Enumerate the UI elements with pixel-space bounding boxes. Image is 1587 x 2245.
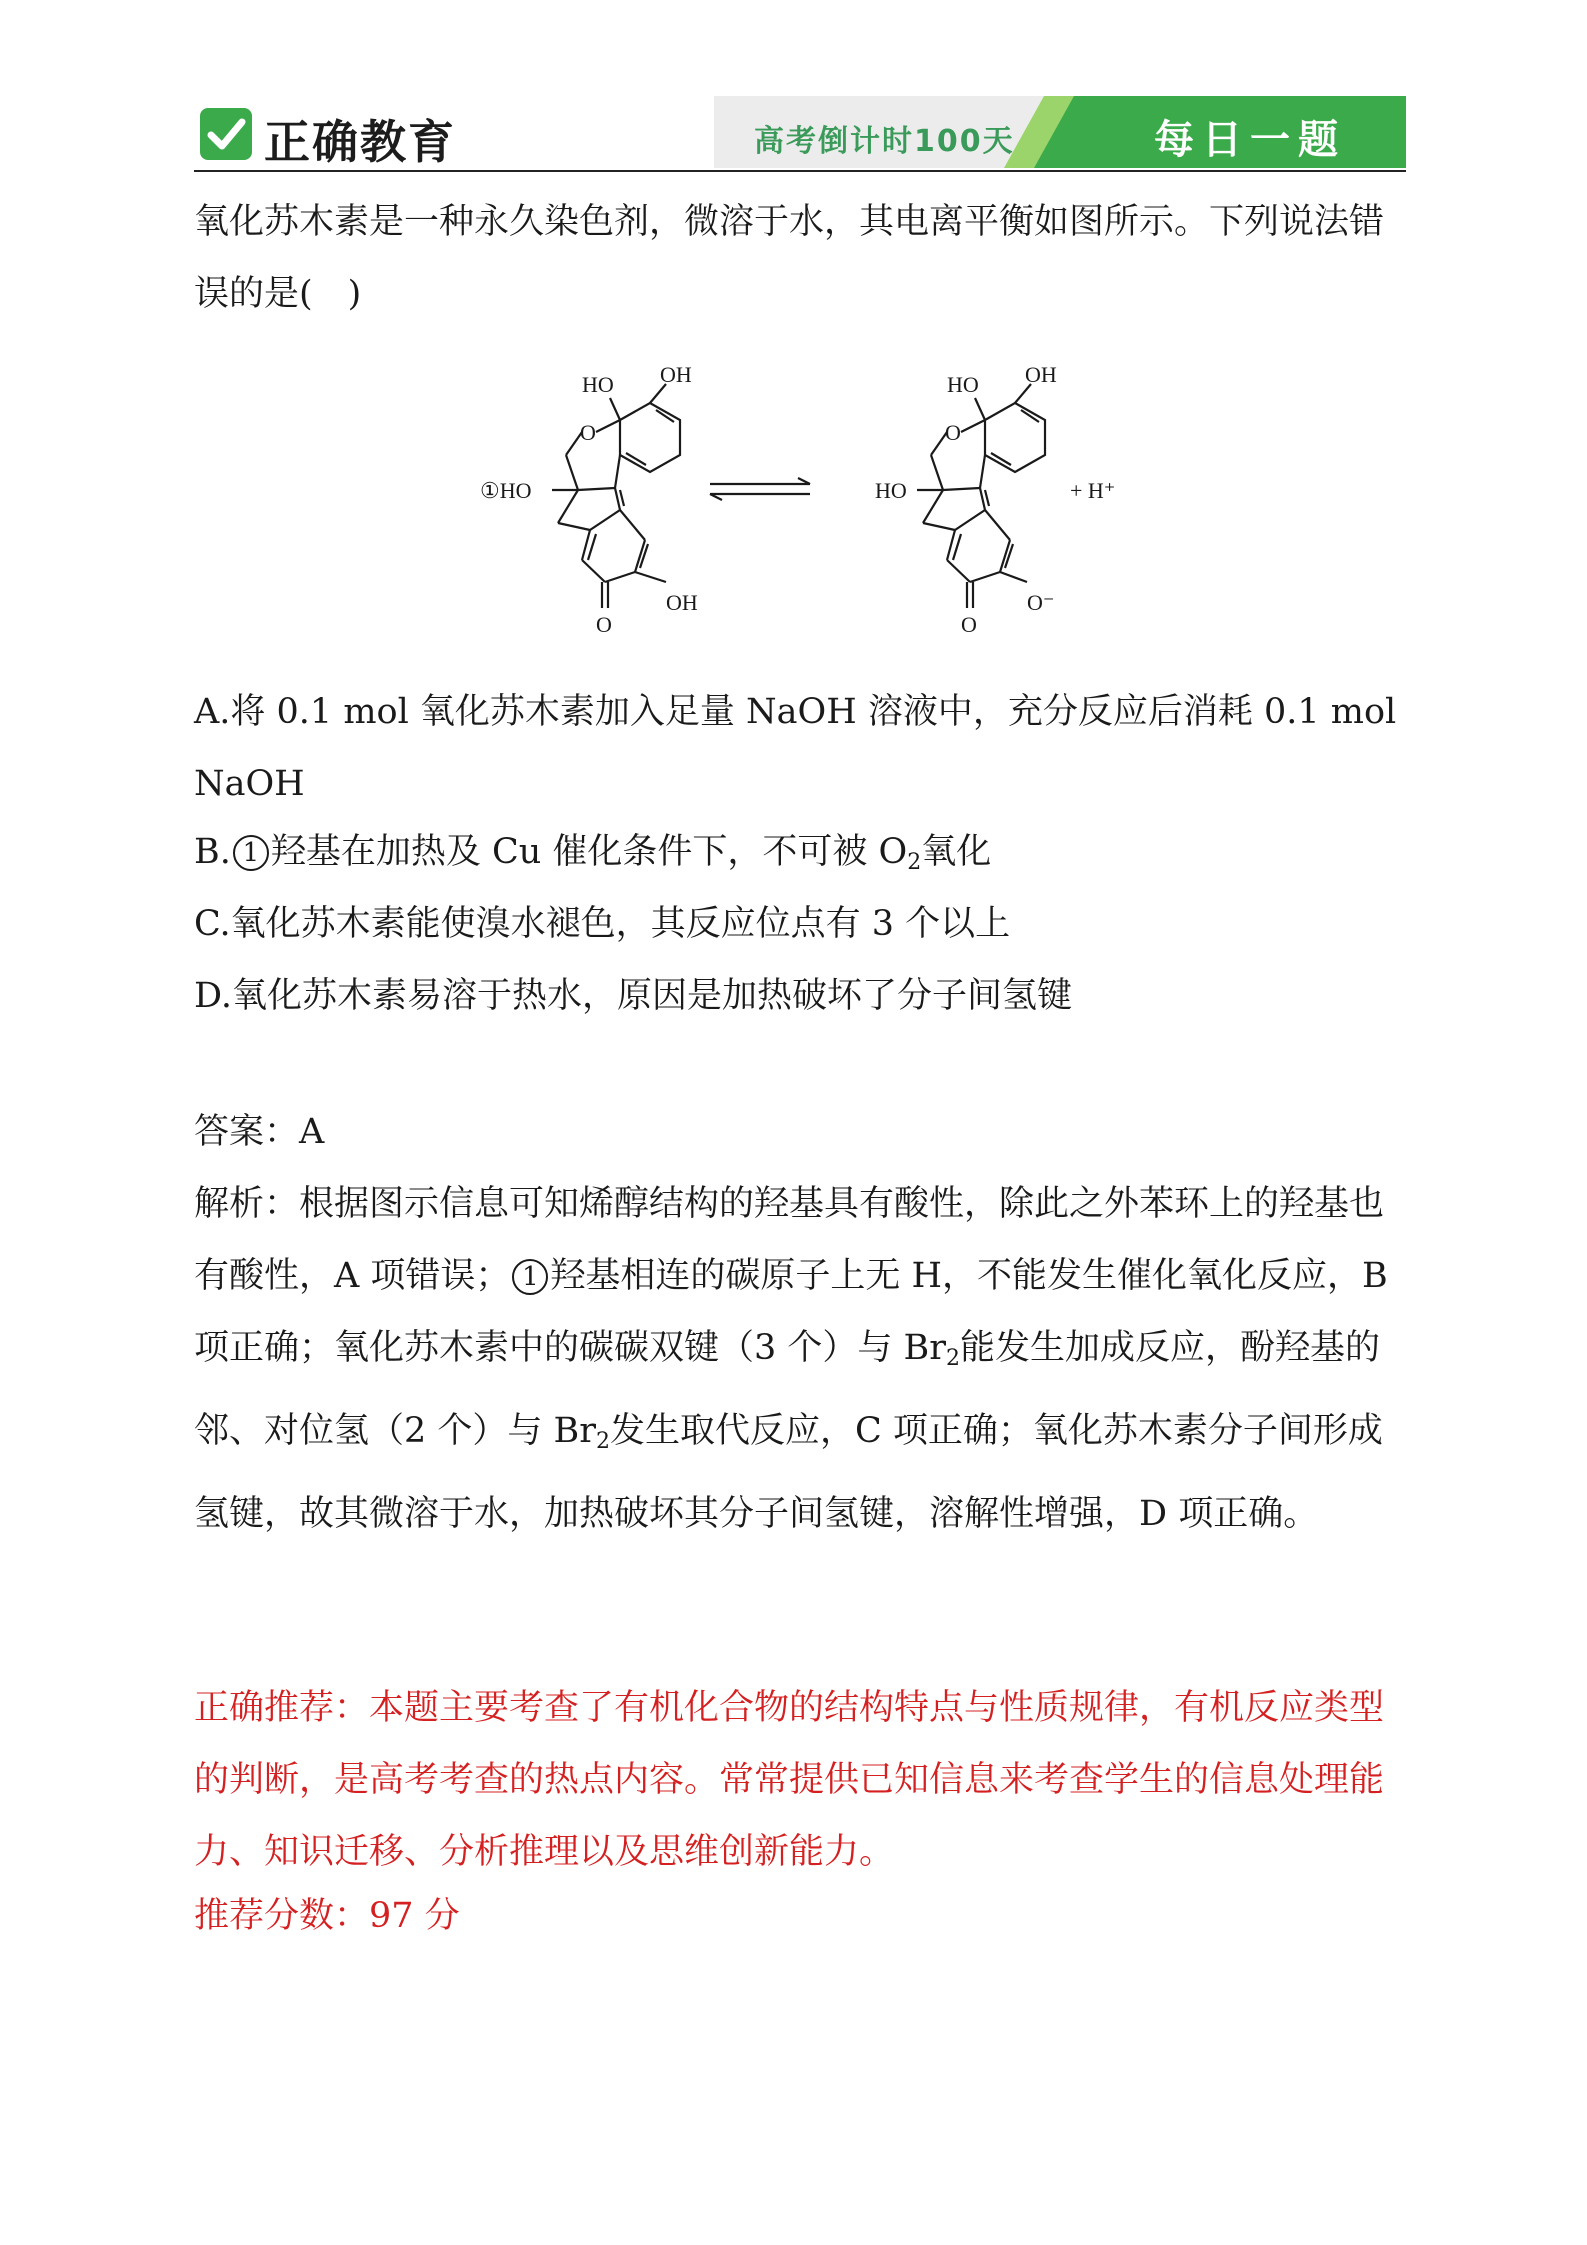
recommendation-score: 推荐分数：97 分	[194, 1896, 460, 1936]
header-divider	[194, 170, 1406, 172]
ionization-equilibrium-diagram	[470, 360, 1130, 660]
daily-question-label: 每日一题	[1154, 117, 1346, 163]
right-molecule-structure	[875, 362, 1057, 637]
proton-product-label: + H⁺	[1070, 478, 1116, 503]
analysis-paragraph	[194, 1168, 1406, 1550]
left-ketone-o-label: O	[596, 612, 612, 637]
right-o-minus-label: O⁻	[1027, 590, 1055, 615]
question-stem: 氧化苏木素是一种永久染色剂，微溶于水，其电离平衡如图所示。下列说法错误的是( )	[194, 202, 1385, 314]
right-ho-left-label: HO	[875, 478, 907, 503]
option-b-prefix: B.	[194, 832, 231, 872]
analysis-part-1: 解析：根据图示信息可知烯醇结构的羟基具有酸性，除此之外苯环上的羟基也有酸性，A 项错误；	[194, 1184, 1385, 1296]
circled-marker-1: 1	[233, 835, 269, 871]
option-b	[194, 816, 1406, 899]
analysis-part-2: 羟基相连的碳原子上无 H，不能发生催化氧化反应，B 项正确；氧化苏木素中的碳碳双键（3 个）与 Br	[194, 1256, 1388, 1368]
option-b-text: 羟基在加热及 Cu 催化条件下，不可被 O	[270, 832, 908, 872]
option-c: C.氧化苏木素能使溴水褪色，其反应位点有 3 个以上	[194, 904, 1011, 944]
left-ring-o-label: O	[580, 420, 596, 445]
equilibrium-arrow-icon	[710, 478, 810, 500]
countdown-text: 高考倒计时100天	[754, 124, 1015, 159]
circled-marker-1-analysis: 1	[512, 1259, 548, 1295]
right-ring-o-label: O	[945, 420, 961, 445]
option-a: A.将 0.1 mol 氧化苏木素加入足量 NaOH 溶液中，充分反应后消耗 0.1 mol NaOH	[194, 692, 1397, 804]
left-oh-right-label: OH	[666, 590, 698, 615]
analysis-subscript-1: 2	[945, 1346, 960, 1371]
left-oh-top-label: OH	[660, 362, 692, 387]
left-ho-top-label: HO	[582, 372, 614, 397]
option-b-text-end: 氧化	[921, 832, 992, 872]
analysis-subscript-2: 2	[595, 1429, 610, 1454]
recommendation-paragraph: 正确推荐：本题主要考查了有机化合物的结构特点与性质规律，有机反应类型的判断，是高考考查的热点内容。常常提供已知信息来考查学生的信息处理能力、知识迁移、分析推理以及思维创新能力。	[194, 1688, 1385, 1872]
right-ketone-o-label: O	[961, 612, 977, 637]
analysis-part-4: 发生取代反应，C 项正确；氧化苏木素分子间形成氢键，故其微溶于水，加热破坏其分子间氢键，溶解性增强，D 项正确。	[194, 1411, 1383, 1534]
right-oh-top-label: OH	[1025, 362, 1057, 387]
option-b-subscript: 2	[907, 850, 922, 875]
right-ho-top-label: HO	[947, 372, 979, 397]
page-header	[194, 96, 1406, 172]
option-d: D.氧化苏木素易溶于热水，原因是加热破坏了分子间氢键	[194, 976, 1072, 1016]
left-molecule-structure	[552, 384, 680, 608]
answer-line: 答案：A	[194, 1112, 325, 1152]
analysis-part-3: 能发生加成反应，酚羟基的邻、对位氢（2 个）与 Br	[194, 1328, 1380, 1451]
left-marker-ho-label: ①HO	[480, 478, 532, 503]
brand-name: 正确教育	[264, 115, 456, 169]
